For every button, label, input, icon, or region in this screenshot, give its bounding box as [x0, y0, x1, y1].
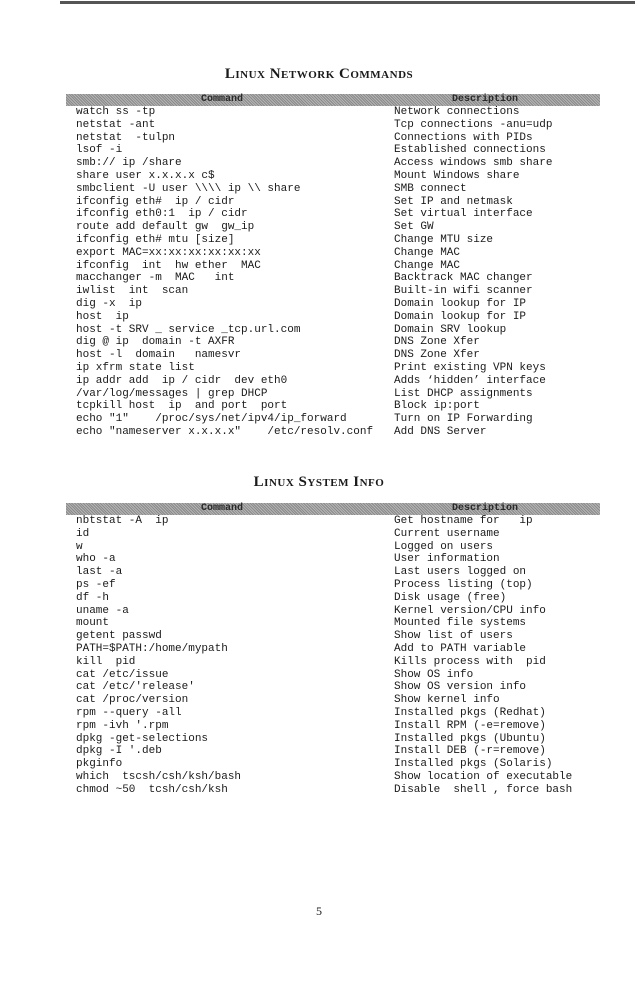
network-col-command: Command [201, 94, 244, 105]
command-cell: dig @ ip domain -t AXFR [76, 336, 235, 349]
table-row [76, 221, 616, 234]
description-cell: Show OS info [394, 668, 474, 681]
description-cell: Process listing (top) [394, 578, 533, 591]
table-row [76, 119, 616, 132]
description-cell: Mounted file systems [394, 617, 527, 630]
command-cell: df -h [76, 591, 110, 604]
description-cell: Built-in wifi scanner [394, 285, 533, 298]
table-row [76, 132, 616, 145]
command-cell: last -a [76, 566, 123, 579]
command-cell: tcpkill host ip and port port [76, 400, 288, 413]
description-cell: Mount Windows share [394, 169, 520, 182]
description-cell: Disk usage (free) [394, 591, 507, 604]
table-row [76, 234, 616, 247]
table-row [76, 669, 616, 682]
command-cell: cat /etc/'release' [76, 681, 195, 694]
table-row [76, 400, 616, 413]
description-cell: Turn on IP Forwarding [394, 413, 533, 426]
command-cell: macchanger -m MAC int [76, 272, 235, 285]
description-cell: Installed pkgs (Redhat) [394, 706, 546, 719]
command-cell: who -a [76, 553, 116, 566]
command-cell: netstat -tulpn [76, 131, 176, 144]
description-cell: Install RPM (-e=remove) [394, 719, 546, 732]
description-cell: Add to PATH variable [394, 642, 527, 655]
command-cell: which tscsh/csh/ksh/bash [76, 770, 242, 783]
table-row [76, 375, 616, 388]
table-row [76, 566, 616, 579]
description-cell: Access windows smb share [394, 157, 553, 170]
table-row [76, 170, 616, 183]
command-cell: export MAC=xx:xx:xx:xx:xx:xx [76, 246, 261, 259]
table-row [76, 388, 616, 401]
network-col-description: Description [452, 94, 519, 105]
description-cell: Domain SRV lookup [394, 323, 507, 336]
command-cell: host -t SRV _ service _tcp.url.com [76, 323, 301, 336]
description-cell: Change MAC [394, 246, 461, 259]
description-cell: Logged on users [394, 540, 494, 553]
description-cell: Show kernel info [394, 694, 500, 707]
command-cell: dpkg -get-selections [76, 732, 209, 745]
table-row [76, 656, 616, 669]
description-cell: List DHCP assignments [394, 387, 533, 400]
table-row [76, 106, 616, 119]
command-cell: echo "1" /proc/sys/net/ipv4/ip_forward [76, 413, 347, 426]
system-section-title: Linux System Info [253, 474, 385, 490]
table-row [76, 208, 616, 221]
table-row [76, 681, 616, 694]
table-row [76, 298, 616, 311]
system-col-description: Description [452, 503, 519, 514]
description-cell: Block ip:port [394, 400, 480, 413]
table-row [76, 720, 616, 733]
description-cell: Install DEB (-r=remove) [394, 745, 546, 758]
command-cell: kill pid [76, 655, 136, 668]
description-cell: Established connections [394, 144, 546, 157]
command-cell: getent passwd [76, 630, 162, 643]
table-row [76, 579, 616, 592]
description-cell: Adds ‘hidden’ interface [394, 374, 546, 387]
description-cell: DNS Zone Xfer [394, 336, 480, 349]
command-cell: ps -ef [76, 578, 116, 591]
network-table-header [66, 94, 600, 106]
command-cell: rpm -ivh '.rpm [76, 719, 169, 732]
description-cell: Show OS version info [394, 681, 527, 694]
table-row [76, 515, 616, 528]
table-row [76, 272, 616, 285]
description-cell: Get hostname for ip [394, 515, 533, 527]
table-row [76, 528, 616, 541]
command-cell: nbtstat -A ip [76, 515, 169, 527]
table-row [76, 630, 616, 643]
command-cell: lsof -i [76, 144, 123, 157]
description-cell: Show location of executable [394, 770, 573, 783]
table-row [76, 643, 616, 656]
description-cell: Kernel version/CPU info [394, 604, 546, 617]
table-row [76, 707, 616, 720]
table-row [76, 733, 616, 746]
command-cell: host -l domain namesvr [76, 349, 242, 362]
command-cell: share user x.x.x.x c$ [76, 169, 215, 182]
description-cell: Domain lookup for IP [394, 310, 527, 323]
table-row [76, 260, 616, 273]
description-cell: DNS Zone Xfer [394, 349, 480, 362]
command-cell: netstat -ant [76, 118, 156, 131]
command-cell: smbclient -U user \\\\ ip \\ share [76, 182, 301, 195]
command-cell: mount [76, 617, 110, 630]
description-cell: Set GW [394, 221, 434, 234]
table-row [76, 553, 616, 566]
command-cell: cat /etc/issue [76, 668, 169, 681]
table-row [76, 541, 616, 554]
command-cell: cat /proc/version [76, 694, 189, 707]
table-row [76, 592, 616, 605]
network-section-title: Linux Network Commands [224, 66, 414, 82]
table-row [76, 144, 616, 157]
description-cell: Current username [394, 527, 500, 540]
description-cell: Network connections [394, 106, 520, 118]
description-cell: Print existing VPN keys [394, 361, 546, 374]
table-row [76, 157, 616, 170]
description-cell: Tcp connections -anu=udp [394, 118, 553, 131]
command-cell: ifconfig eth# mtu [size] [76, 233, 235, 246]
description-cell: Disable shell , force bash [394, 783, 573, 796]
command-cell: route add default gw gw_ip [76, 221, 255, 234]
description-cell: Add DNS Server [394, 425, 487, 438]
description-cell: Set virtual interface [394, 208, 533, 221]
command-cell: PATH=$PATH:/home/mypath [76, 642, 228, 655]
table-row [76, 694, 616, 707]
command-cell: w [76, 540, 83, 553]
table-row [76, 196, 616, 209]
command-cell: pkginfo [76, 758, 123, 771]
table-row [76, 336, 616, 349]
description-cell: Installed pkgs (Solaris) [394, 758, 553, 771]
description-cell: Connections with PIDs [394, 131, 533, 144]
description-cell: Backtrack MAC changer [394, 272, 533, 285]
table-row [76, 784, 616, 797]
command-cell: echo "nameserver x.x.x.x" /etc/resolv.conf [76, 425, 374, 438]
table-row [76, 758, 616, 771]
description-cell: Set IP and netmask [394, 195, 513, 208]
command-cell: watch ss -tp [76, 106, 156, 118]
description-cell: Domain lookup for IP [394, 297, 527, 310]
description-cell: Change MAC [394, 259, 461, 272]
table-row [76, 745, 616, 758]
command-cell: ifconfig eth0:1 ip / cidr [76, 208, 248, 221]
network-table-body [76, 106, 616, 439]
table-row [76, 771, 616, 784]
command-cell: ip xfrm state list [76, 361, 195, 374]
table-row [76, 362, 616, 375]
description-cell: Last users logged on [394, 566, 527, 579]
table-row [76, 311, 616, 324]
command-cell: chmod ~50 tcsh/csh/ksh [76, 783, 228, 796]
system-col-command: Command [201, 503, 244, 514]
table-row [76, 413, 616, 426]
top-rule [60, 1, 635, 4]
command-cell: uname -a [76, 604, 129, 617]
command-cell: ifconfig int hw ether MAC [76, 259, 261, 272]
command-cell: dpkg -I '.deb [76, 745, 162, 758]
description-cell: SMB connect [394, 182, 467, 195]
table-row [76, 605, 616, 618]
table-row [76, 324, 616, 337]
system-table-body [76, 515, 616, 797]
table-row [76, 247, 616, 260]
table-row [76, 426, 616, 439]
system-table-header [66, 503, 600, 515]
command-cell: dig -x ip [76, 297, 143, 310]
command-cell: /var/log/messages | grep DHCP [76, 387, 268, 400]
command-cell: host ip [76, 310, 129, 323]
description-cell: Kills process with pid [394, 655, 546, 668]
description-cell: Show list of users [394, 630, 513, 643]
page-number: 5 [316, 904, 322, 918]
command-cell: iwlist int scan [76, 285, 189, 298]
command-cell: ifconfig eth# ip / cidr [76, 195, 235, 208]
command-cell: ip addr add ip / cidr dev eth0 [76, 374, 288, 387]
table-row [76, 349, 616, 362]
command-cell: smb:// ip /share [76, 157, 182, 170]
description-cell: User information [394, 553, 500, 566]
description-cell: Change MTU size [394, 233, 494, 246]
table-row [76, 183, 616, 196]
description-cell: Installed pkgs (Ubuntu) [394, 732, 546, 745]
table-row [76, 617, 616, 630]
table-row [76, 285, 616, 298]
command-cell: rpm --query -all [76, 706, 182, 719]
command-cell: id [76, 527, 90, 540]
